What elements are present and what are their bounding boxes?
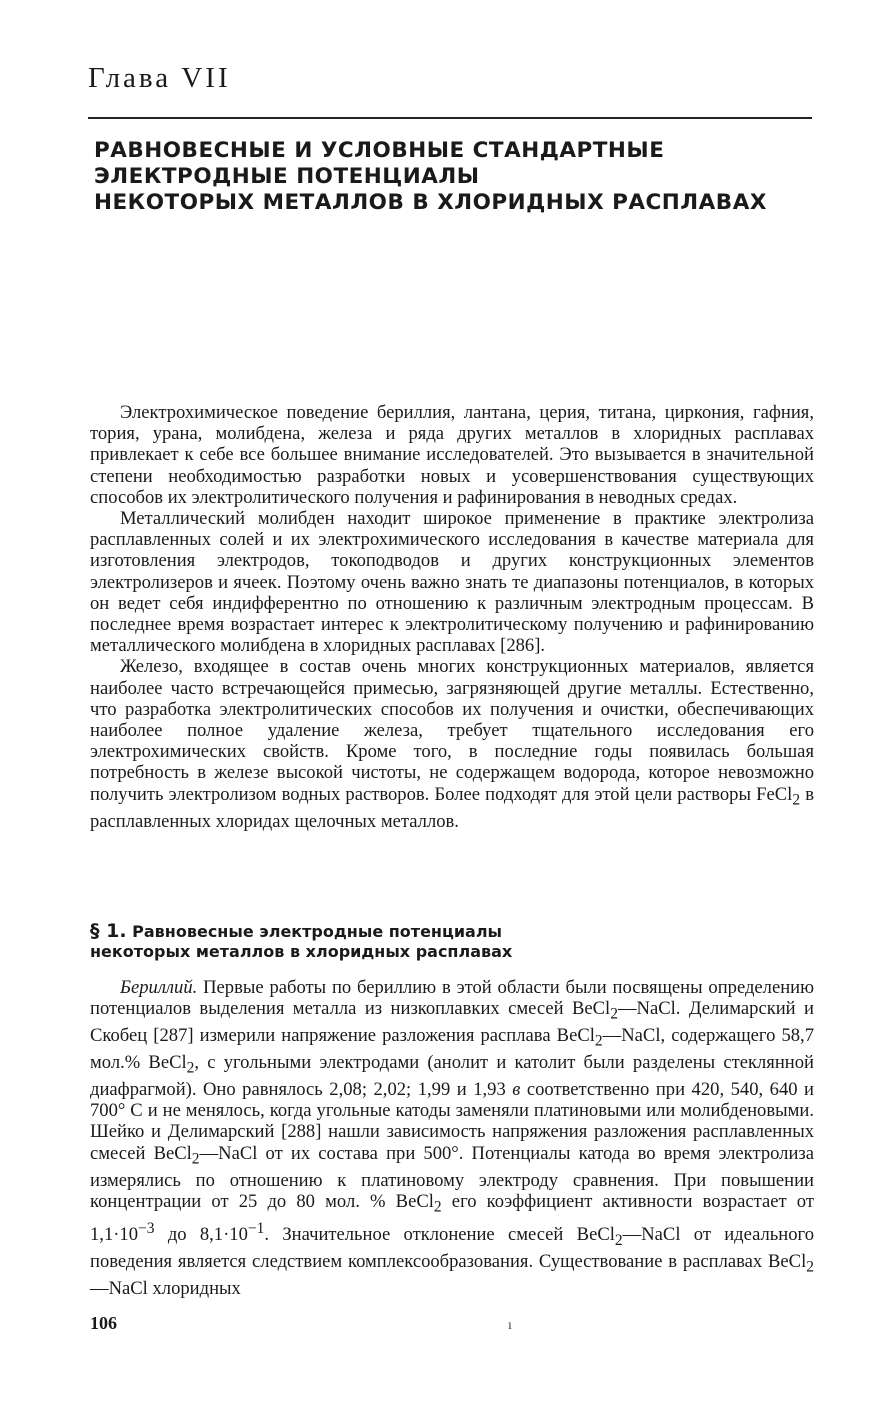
superscript: −1 — [247, 1219, 265, 1237]
text-run: до 8,1·10 — [154, 1223, 248, 1245]
section-line-2: некоторых металлов в хлоридных расплавах — [90, 942, 513, 961]
unit-volt: в — [512, 1078, 521, 1100]
chapter-title — [94, 138, 814, 216]
paragraph-2: Металлический молибден находит широкое применение в практике электролиза расплавленных солей и их электрохимического исследования в качестве материала для изготовления электродов, токоподводов и других конструкционных элементов электролизеров и ячеек. Поэтому очень важно знать те диапазоны потенциалов, в которых он ведет себя индифферентно по отношению к различным электродным процессам. В последнее время возрастает интерес к электролитическому получению и рафинированию металлического молибдена в хлоридных расплавах [286]. — [90, 508, 814, 657]
text-run: —NaCl хлоридных — [90, 1277, 241, 1299]
intro-text — [90, 402, 814, 832]
text-run: —NaCl, содержащего 58,7 мол.% BeCl — [90, 1025, 814, 1074]
text-run: соответственно при 420, 540, 640 и 700° С и не менялось, когда угольные катоды заменяли платиновыми или молибденовыми. Шейко и Делимарский [288] нашли зависимость напряжения разложения расплавленных смесей BeCl — [90, 1078, 814, 1164]
text-run: —NaCl от идеального поведения является следствием комплексообразования. Существование в расплавах BeCl — [90, 1223, 814, 1272]
subscript: 2 — [594, 1032, 603, 1050]
paragraph-3 — [90, 656, 814, 831]
text-run: —NaCl. Делимарский и Скобец [287] измерили напряжение разложения расплава BeCl — [90, 998, 814, 1047]
subscript: 2 — [792, 791, 801, 809]
paragraph-3-end: в расплавленных хлоридах щелочных металлов. — [90, 783, 815, 832]
section-line-1 — [90, 921, 814, 942]
text-run: его коэффициент активности возрастает от 1,1·10 — [90, 1190, 814, 1245]
stray-mark: ı — [508, 1318, 512, 1333]
superscript: −3 — [138, 1219, 155, 1237]
subscript: 2 — [614, 1231, 623, 1249]
title-line-3: НЕКОТОРЫХ МЕТАЛЛОВ В ХЛОРИДНЫХ РАСПЛАВАХ — [94, 190, 767, 215]
beryllium-paragraph — [90, 977, 814, 1299]
section-title-part-1: Равновесные электродные потенциалы — [132, 922, 503, 941]
subscript: 2 — [186, 1059, 195, 1077]
beryllium-lead: Бериллий. — [120, 977, 198, 998]
section-heading — [90, 921, 814, 962]
chapter-heading: Глава VII — [88, 62, 231, 94]
paragraph-3-text: Железо, входящее в состав очень многих конструкционных материалов, является наиболее часто встречающейся примесью, загрязняющей другие металлы. Естественно, что разработка электролитических способов их получения и очистки, обеспечивающих наиболее полное удаление железа, требует тщательного исследования его электрохимических свойств. Кроме того, в последние годы появилась большая потребность в железе высокой чистоты, не содержащем водорода, которое невозможно получить электролизом водных растворов. Более подходят для этой цели растворы FeCl — [90, 656, 814, 805]
subscript: 2 — [433, 1198, 442, 1216]
subscript: 2 — [191, 1150, 200, 1168]
page-number: 106 — [90, 1313, 117, 1333]
title-line-1: РАВНОВЕСНЫЕ И УСЛОВНЫЕ СТАНДАРТНЫЕ — [94, 138, 665, 163]
beryllium-text — [90, 977, 814, 1299]
subscript: 2 — [806, 1258, 814, 1276]
paragraph-1: Электрохимическое поведение бериллия, лантана, церия, титана, циркония, гафния, тория, урана, молибдена, железа и ряда других металлов в хлоридных расплавах привлекает к себе все большее внимание исследователей. Это вызывается в значительной степени необходимостью разработки новых и усовершенствования существующих способов их электролитического получения и рафинирования в неводных средах. — [90, 402, 814, 508]
section-number: § 1. — [90, 920, 127, 942]
subscript: 2 — [610, 1005, 618, 1023]
text-run: Первые работы по бериллию в этой области были посвящены определению потенциалов выделения металла из низкоплавких смесей BeCl — [90, 977, 814, 1020]
text-run: —NaCl от их состава при 500°. Потенциалы катода во время электролиза измерялись по отношению к платиновому электроду сравнения. При повышении концентрации от 25 до 80 мол. % BeCl — [90, 1142, 814, 1212]
text-run: . Значительное отклонение смесей BeCl — [264, 1223, 615, 1245]
heading-rule — [88, 117, 812, 119]
text-run: , с угольными электродами (анолит и католит были разделены стеклянной диафрагмой). Оно равнялось 2,08; 2,02; 1,99 и 1,93 — [90, 1052, 815, 1100]
title-line-2: ЭЛЕКТРОДНЫЕ ПОТЕНЦИАЛЫ — [94, 164, 480, 189]
